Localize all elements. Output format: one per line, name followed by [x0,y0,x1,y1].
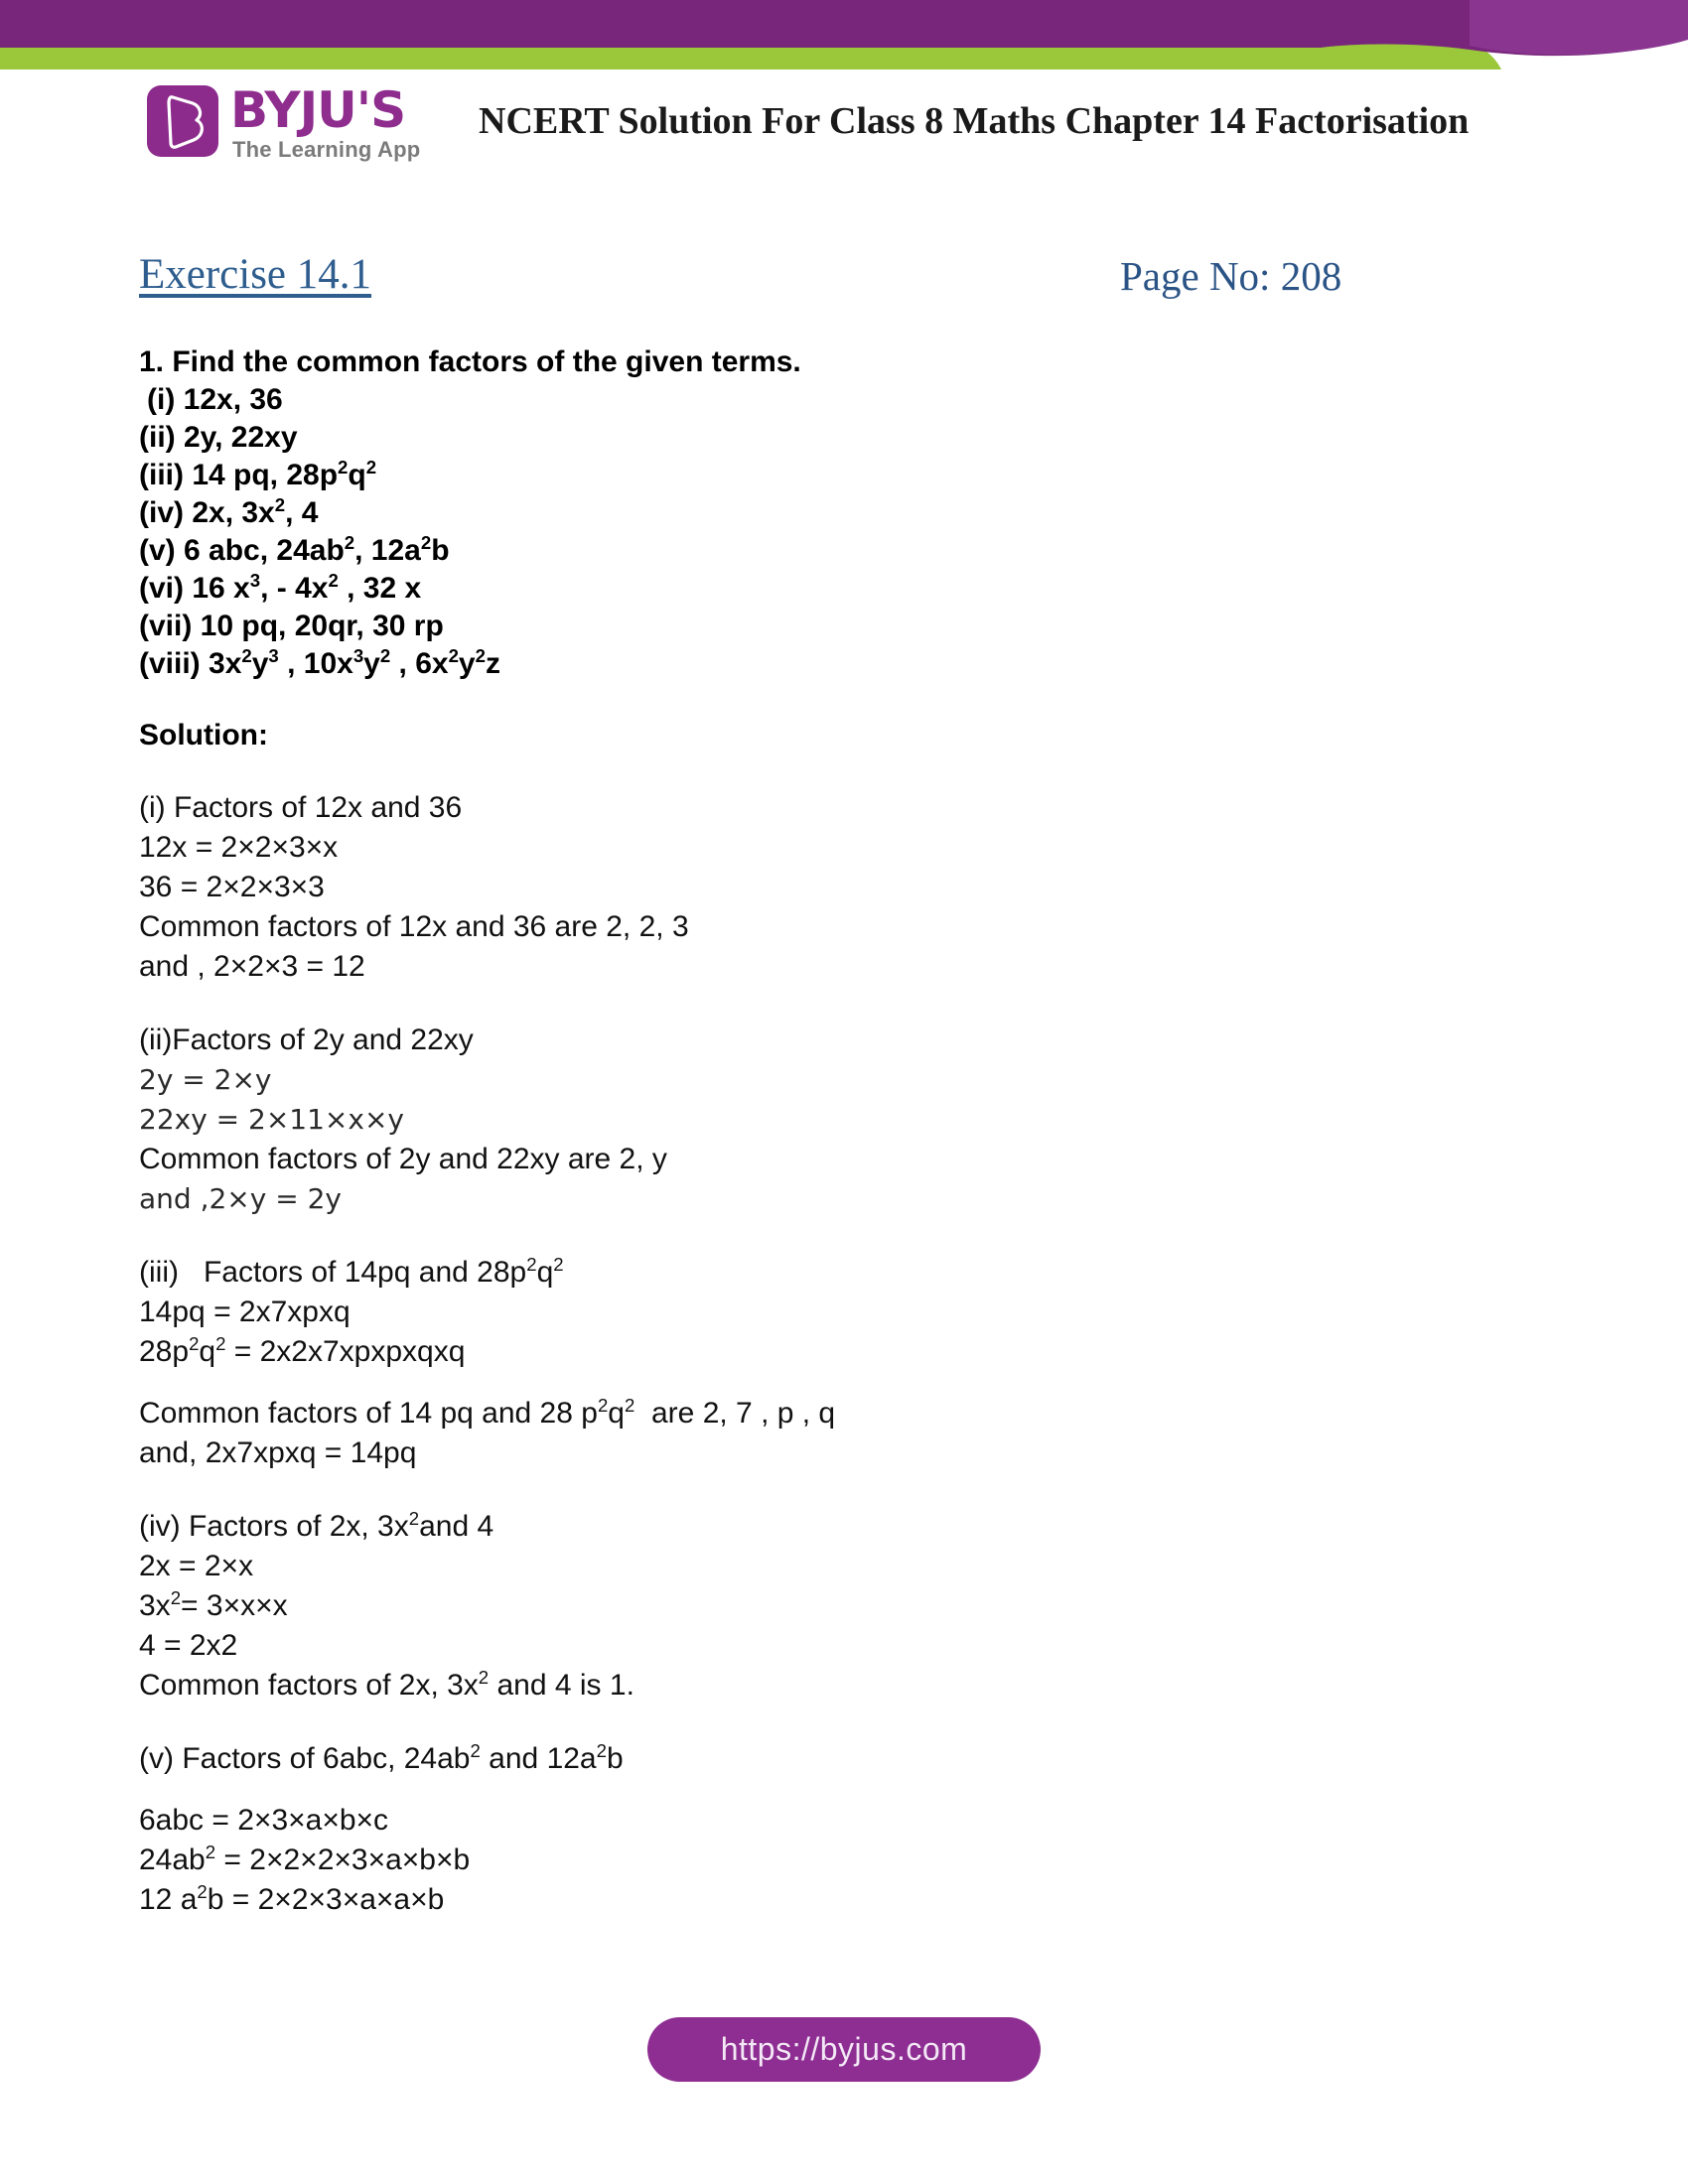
solution-part-v [139,1739,1509,1920]
byjus-b-logo-icon [147,85,218,157]
solution-parts [139,788,1509,1920]
question-item: (i) 12x, 36 [147,383,283,416]
solution-line: Common factors of 2y and 22xy are 2, y [139,1143,667,1175]
solution-line: Common factors of 14 pq and 28 $p^2q^2$ are 2, 7 , p , q [139,1395,836,1430]
logo-tagline: The Learning App [232,137,421,162]
page-number-label: Page No: 208 [1120,253,1342,299]
question-item: (vii) 10 pq, 20qr, 30 rp [139,610,444,642]
solution-line: 14pq = 2x7xpxq [139,1296,351,1328]
solution-line: (v) Factors of 6abc, $24ab^2$ and $12a^2b$ [139,1740,624,1775]
banner-purple-accent [1470,0,1688,55]
document-footer [0,2017,1688,2082]
solution-line: and , 2×2×3 = 12 [139,950,365,983]
solution-line: and ,2×y = 2y [139,1182,342,1215]
byjus-logo [147,83,445,181]
solution-line: 36 = 2×2×3×3 [139,871,325,903]
solution-part-iv [139,1507,1509,1706]
solution-line: $28p^2q^2$ = 2x2x7xpxpxqxq [139,1333,466,1368]
solution-line: Common factors of 2x, $3x^2$ and 4 is 1. [139,1667,634,1702]
solution-line: and, 2x7xpxq = 14pq [139,1436,417,1469]
page-title: NCERT Solution For Class 8 Maths Chapter 14 Factorisation [479,100,1470,142]
solution-heading: Solution: [139,719,268,751]
exercise-header-row [0,250,1688,316]
byjus-url-pill[interactable]: https://byjus.com [647,2017,1042,2082]
solution-line: (i) Factors of 12x and 36 [139,791,463,824]
document-header [0,77,1688,187]
top-banner [0,0,1688,69]
logo-wordmark: BYJU'S [230,81,406,139]
solution-line: 2y = 2×y [139,1063,272,1096]
question-item: (iii) 14 pq, $28p^2q^2$ [139,457,377,491]
solution-part-iii [139,1253,1509,1473]
question-item-list [139,381,1509,683]
solution-line: (iii) Factors of 14pq and $28p^2q^2$ [139,1254,564,1289]
question-item: (ii) 2y, 22xy [139,421,298,454]
solution-line: (ii)Factors of 2y and 22xy [139,1024,474,1056]
solution-line: $3x^2= 3\times x\times x$ [139,1587,288,1622]
question-item: (viii) $3x^2y^3$ , $10x^3y^2$ , $6x^2y^2z$ [139,645,500,680]
solution-line: $24ab^2 = 2\times 2\times 2\times 3\times a\times b\times b$ [139,1842,471,1876]
solution-line: Common factors of 12x and 36 are 2, 2, 3 [139,910,689,943]
document-body [139,343,1509,1920]
solution-line: (iv) Factors of 2x, $3x^2and$ 4 [139,1508,494,1543]
line-spacer [139,1372,1509,1394]
line-spacer [139,1779,1509,1801]
question-item: (v) 6 abc, $24ab^2$, $12a^2b$ [139,532,450,567]
solution-line: 12 $a^2b = 2\times 2\times 3\times a\times a\times b$ [139,1881,445,1916]
solution-line: 22xy = 2×11×x×y [139,1103,404,1136]
solution-part-i [139,788,1509,987]
solution-line: 2x = 2×x [139,1550,254,1582]
question-item: (iv) 2x, $3x^2$, 4 [139,494,319,529]
solution-line: 6abc = 2×3×a×b×c [139,1804,389,1837]
solution-line: 4 = 2x2 [139,1629,238,1662]
solution-part-ii [139,1021,1509,1219]
question-heading: 1. Find the common factors of the given terms. [139,345,801,378]
question-item: (vi) 16 $x^3$, - $4x^2$ , 32 x [139,570,422,605]
exercise-title: Exercise 14.1 [139,251,372,298]
question-block [139,343,1509,683]
solution-line: 12x = 2×2×3×x [139,831,339,864]
